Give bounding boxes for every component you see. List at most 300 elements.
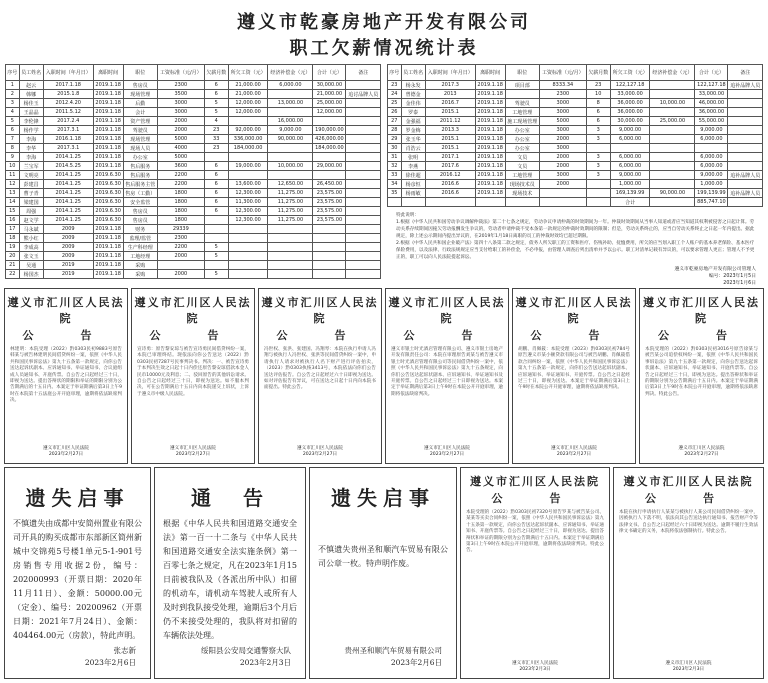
- table-cell: 工地管理: [505, 171, 539, 180]
- table-cell: 2015.1: [425, 135, 475, 144]
- table-cell: 2019.1.18: [475, 90, 505, 99]
- table-cell: [268, 252, 313, 261]
- table-row: [6, 99, 381, 108]
- notes-signature: [560, 266, 756, 287]
- table-cell: 2019.1.18: [475, 126, 505, 135]
- table-cell: 吴通: [19, 261, 43, 270]
- table-cell: 3: [586, 126, 610, 135]
- traffic-notice-title: 通 告: [191, 486, 269, 510]
- table-cell: 2019.6.30: [93, 189, 123, 198]
- table-row: [388, 117, 763, 126]
- table-cell: 23: [204, 126, 228, 135]
- notice-body: 本院受理的（2022）黔0303民初3016号原告徐某与被告某公司追偿权纠纷一案，依照《中华人民共和国民事诉讼法》第九十五条第一款规定，向你公告送达起诉状副本、应诉通知书、举证通知书、开庭传票等。自公告之日起经过三十日，即视为送达。提出答辩状和举证的期限分别为公告期满后十五日内。本案定于举证期满后第3日上午9时在本院公开开庭审理，逾期将依法缺席判决。特此公告。: [645, 347, 758, 397]
- table-cell: 2019.1.18: [93, 225, 123, 234]
- table-cell: 21,000.00: [313, 90, 346, 99]
- table-cell: 2200: [158, 243, 205, 252]
- column-header: 员工姓名: [401, 65, 425, 81]
- table-cell: 23: [388, 81, 402, 90]
- table-cell: 2019.1.18: [93, 162, 123, 171]
- table-cell: 生产科经理: [123, 243, 157, 252]
- table-cell: 曹子青: [19, 189, 43, 198]
- table-cell: 21,000.00: [228, 90, 268, 99]
- table-cell: 11,275.00: [268, 198, 313, 207]
- notes-line: 2.根据《中华人民共和国企业破产法》第四十八条第二款之规定，债务人所欠职工的工资和医疗、伤残补助、抚恤费用，所欠的应当划入职工个人账户的基本养老保险、基本医疗保险费用，以及法律、行政法规规定应当支付给职工的补偿金，不必申报，由管理人调查后列出清单并予以公示。职工对清单记载有异议的，可以要求管理人更正；管理人不予更正的，职工可以向人民法院提起诉讼。: [396, 241, 755, 260]
- table-cell: [228, 243, 268, 252]
- table-cell: 2019.1.18: [93, 144, 123, 153]
- table-cell: 2019.1.18: [475, 189, 505, 198]
- table-cell: 36,000.00: [695, 108, 728, 117]
- notice-label: 公 告: [491, 492, 579, 505]
- table-cell: [650, 90, 695, 99]
- table-row: [388, 171, 763, 180]
- table-cell: [695, 144, 728, 153]
- table-cell: [728, 180, 763, 189]
- table-cell: 25,000.00: [313, 99, 346, 108]
- table-cell: 23,575.00: [313, 198, 346, 207]
- table-cell: [650, 108, 695, 117]
- table-cell: 现场管理: [123, 90, 157, 99]
- column-header: 所欠工资（元）: [228, 65, 268, 81]
- table-cell: [728, 90, 763, 99]
- notice-sign: 遵义市汇川区人民法院: [665, 661, 712, 666]
- table-cell: 2019.1.18: [93, 99, 123, 108]
- table-cell: 22: [6, 270, 20, 279]
- table-cell: 3: [586, 171, 610, 180]
- table-cell: 2019.1.18: [475, 108, 505, 117]
- table-cell: [586, 180, 610, 189]
- notice-label: 公 告: [403, 329, 491, 342]
- table-cell: [650, 162, 695, 171]
- table-cell: 文明亮: [19, 171, 43, 180]
- table-cell: 2019.1.18: [475, 99, 505, 108]
- table-cell: 28: [388, 126, 402, 135]
- table-cell: 6: [204, 162, 228, 171]
- table-cell: 46,000.00: [695, 99, 728, 108]
- table-cell: 监理/监管: [123, 234, 157, 243]
- column-header: 经济补偿金（元）: [268, 65, 313, 81]
- table-cell: 6: [204, 171, 228, 180]
- table-cell: 现场技术员: [505, 180, 539, 189]
- lost-notice-title: 遗失启事: [25, 486, 130, 510]
- notice-sign: 遵义市汇川区人民法院: [424, 446, 470, 451]
- table-cell: [228, 117, 268, 126]
- table-cell: [313, 117, 346, 126]
- table-cell: 2011.5.12: [43, 108, 93, 117]
- court-name: 遵义市汇川区人民法院: [515, 296, 633, 325]
- table-cell: 23: [586, 81, 610, 90]
- notice-sign: 遵义市汇川区人民法院: [170, 446, 216, 451]
- notice-date: 2023年2月27日: [556, 452, 592, 457]
- table-cell: 2019.1.18: [475, 135, 505, 144]
- table-cell: 5: [6, 117, 20, 126]
- table-cell: 5000: [540, 117, 587, 126]
- traffic-notice: [154, 467, 306, 679]
- table-cell: 2009: [43, 243, 93, 252]
- table-cell: 2000: [540, 135, 587, 144]
- table-cell: 18: [6, 234, 20, 243]
- table-cell: 售后服务: [123, 162, 157, 171]
- column-header: 备注: [728, 65, 763, 81]
- table-cell: 33: [204, 135, 228, 144]
- table-cell: 20: [6, 252, 20, 261]
- table-cell: [728, 198, 763, 207]
- table-cell: 13,600.00: [228, 180, 268, 189]
- table-cell: 售房（工勤）: [123, 189, 157, 198]
- table-cell: 2019: [43, 261, 93, 270]
- lost-seal-org: 贵州圣和顺汽车贸易有限公司: [344, 646, 442, 655]
- table-cell: 31: [388, 153, 402, 162]
- table-cell: 30,000.00: [610, 117, 650, 126]
- notice-label: 公 告: [645, 492, 732, 505]
- lost-seal-text: 不慎遗失贵州圣和顺汽车贸易有限公司公章一枚。特声明作废。: [318, 545, 448, 568]
- notice-sign: 遵义市汇川区人民法院: [297, 446, 343, 451]
- table-row: [6, 234, 381, 243]
- table-row: [388, 126, 763, 135]
- table-cell: [650, 144, 695, 153]
- column-header: 欠薪月数: [204, 65, 228, 81]
- table-cell: 21,000.00: [228, 81, 268, 90]
- table-row: [6, 162, 381, 171]
- table-cell: 2019.1.18: [93, 243, 123, 252]
- table-cell: 1,000.00: [695, 180, 728, 189]
- table-cell: 6,000.00: [695, 162, 728, 171]
- table-cell: 杨国杰: [19, 270, 43, 279]
- table-cell: 190,000.00: [313, 126, 346, 135]
- table-cell: 7: [6, 135, 20, 144]
- table-cell: 肖浩云: [401, 144, 425, 153]
- table-cell: 33,000.00: [610, 90, 650, 99]
- column-header: 经济补偿金（元）: [650, 65, 695, 81]
- table-cell: [346, 81, 381, 90]
- notes-sign-line: 2023年1月6日: [723, 281, 756, 286]
- table-cell: 6: [6, 126, 20, 135]
- traffic-notice-date: 2023年2月3日: [239, 658, 291, 667]
- table-cell: [268, 261, 313, 270]
- notice-date: 2023年2月3日: [672, 667, 705, 672]
- notice-label: 公 告: [276, 329, 364, 342]
- table-cell: [228, 261, 268, 270]
- table-cell: 采购: [123, 261, 157, 270]
- table-cell: [346, 171, 381, 180]
- table-cell: [228, 171, 268, 180]
- table-cell: 6,000.00: [610, 135, 650, 144]
- table-cell: 26,450.00: [313, 180, 346, 189]
- lost-seal-title: 遗失启事: [331, 486, 435, 510]
- court-notice: [512, 288, 636, 464]
- table-cell: 2019.1.18: [475, 81, 505, 90]
- table-cell: [728, 135, 763, 144]
- table-cell: 现场技术: [505, 189, 539, 198]
- table-cell: 6,000.00: [695, 135, 728, 144]
- table-cell: [650, 180, 695, 189]
- table-cell: 2016.12: [425, 171, 475, 180]
- table-cell: 122,127.18: [695, 81, 728, 90]
- notice-body: 遵义市银土时光酒店管理有限公司、遵义市银土房地产开发有限责任公司：本院在审理原告刘某与被告遵义市银土时光酒店管理有限公司等民间借贷纠纷一案中，依照《中华人民共和国民事诉讼法》第九十五条规定，向你们公告送达起诉状副本、应诉通知书、举证通知书及开庭传票。自公告之日起经过三十日即视为送达。本案定于举证期满后第3日上午9时在本院公开开庭审理，逾期将依法缺席判决。: [391, 347, 503, 397]
- table-cell: [204, 234, 228, 243]
- table-cell: 2019.1.18: [93, 126, 123, 135]
- table-cell: [313, 171, 346, 180]
- column-header: 序号: [6, 65, 20, 81]
- table-cell: 2019.1.18: [475, 153, 505, 162]
- table-cell: 12: [6, 180, 20, 189]
- table-cell: 驾驶员: [123, 126, 157, 135]
- table-cell: 10,000.00: [268, 162, 313, 171]
- table-cell: [313, 243, 346, 252]
- notice-date: 2023年2月27日: [429, 452, 465, 457]
- table-cell: 2012.4.20: [43, 99, 93, 108]
- table-cell: 2014.1.25: [43, 153, 93, 162]
- table-cell: 2016.1.18: [43, 135, 93, 144]
- table-cell: [425, 198, 475, 207]
- table-cell: 3600: [158, 162, 205, 171]
- notice-label: 公 告: [658, 329, 745, 342]
- table-cell: [228, 234, 268, 243]
- table-cell: [346, 117, 381, 126]
- table-cell: [586, 198, 610, 207]
- table-cell: 11,275.00: [268, 216, 313, 225]
- table-cell: [650, 171, 695, 180]
- table-cell: 办公室: [505, 144, 539, 153]
- table-cell: 2017.1.18: [43, 81, 93, 90]
- table-cell: 3000: [158, 99, 205, 108]
- column-header: 工资标准（元/月）: [158, 65, 205, 81]
- table-cell: 赵文学: [19, 216, 43, 225]
- notes: [396, 212, 756, 261]
- table-cell: 2015.1: [425, 108, 475, 117]
- table-cell: 2019: [43, 270, 93, 279]
- table-cell: [346, 144, 381, 153]
- table-cell: 36,000.00: [610, 99, 650, 108]
- notice-body: 胡鹏、肖佩筱：本院受理（2023）黔0303民初784号原告遵义市某小额贷款有限公司与被告胡鹏、肖佩筱借款合同纠纷一案，依照《中华人民共和国民事诉讼法》第九十五条第一款规定，向你们公告送达起诉状副本、应诉通知书、举证通知书、开庭传票。自公告之日起经过三十日，即视为送达。本案定于举证期满后第3日上午9时在本院公开开庭审理，逾期将依法缺席判决。: [518, 347, 630, 391]
- table-cell: 184,000.00: [313, 144, 346, 153]
- notice-label: 公 告: [149, 329, 237, 342]
- table-cell: [313, 270, 346, 279]
- table-cell: 2015.1: [425, 144, 475, 153]
- table-cell: 6,000.00: [695, 153, 728, 162]
- table-cell: [728, 153, 763, 162]
- table-cell: [313, 261, 346, 270]
- table-title: 职工欠薪情况统计表: [289, 38, 479, 59]
- table-cell: 会计: [123, 108, 157, 117]
- court-name: 遵义市汇川区人民法院: [7, 296, 125, 325]
- table-cell: 4: [6, 108, 20, 117]
- table-cell: 169,139.99: [610, 189, 650, 198]
- table-cell: 3500: [158, 90, 205, 99]
- table-row: [6, 144, 381, 153]
- table-cell: 3: [586, 162, 610, 171]
- table-cell: 追讨品牌人员: [346, 90, 381, 99]
- table-cell: 24: [388, 90, 402, 99]
- table-cell: 8: [6, 144, 20, 153]
- table-cell: [346, 216, 381, 225]
- wage-table-right: [387, 64, 763, 207]
- table-cell: [313, 252, 346, 261]
- table-cell: 财务: [123, 225, 157, 234]
- table-cell: 5: [204, 99, 228, 108]
- table-cell: [610, 144, 650, 153]
- table-cell: 熊小红: [19, 234, 43, 243]
- table-cell: 6: [204, 180, 228, 189]
- table-row: [6, 225, 381, 234]
- wage-table-left: [5, 64, 381, 279]
- table-cell: 11,275.00: [268, 207, 313, 216]
- notice-date: 2023年2月27日: [175, 452, 211, 457]
- lost-notice-name: 张志新: [113, 646, 136, 655]
- table-cell: 4000: [158, 144, 205, 153]
- notice-date: 2023年2月27日: [302, 452, 338, 457]
- column-header: 合计（元）: [695, 65, 728, 81]
- table-cell: 3000: [540, 108, 587, 117]
- table-cell: 2016.7: [425, 99, 475, 108]
- table-cell: [346, 207, 381, 216]
- table-cell: 2017.1: [425, 153, 475, 162]
- table-cell: 90,000.00: [650, 189, 695, 198]
- column-header: 备注: [346, 65, 381, 81]
- table-cell: [346, 99, 381, 108]
- table-row: [6, 108, 381, 117]
- table-cell: [313, 234, 346, 243]
- table-cell: 17: [6, 225, 20, 234]
- table-cell: 兰宝军: [19, 162, 43, 171]
- table-cell: 2000: [158, 126, 205, 135]
- table-cell: 8: [586, 99, 610, 108]
- table-cell: [346, 180, 381, 189]
- table-row: [6, 171, 381, 180]
- court-notice: [4, 288, 128, 464]
- table-cell: [586, 144, 610, 153]
- table-cell: 2019.6.30: [93, 198, 123, 207]
- table-cell: 2300: [540, 90, 587, 99]
- notice-date: 2023年2月27日: [48, 452, 84, 457]
- court-notice: [131, 288, 255, 464]
- table-cell: 2017.3.1: [43, 126, 93, 135]
- table-cell: [346, 252, 381, 261]
- table-cell: 售房员: [123, 81, 157, 90]
- table-cell: 3000: [540, 171, 587, 180]
- table-row: [388, 90, 763, 99]
- table-cell: [401, 198, 425, 207]
- table-cell: [346, 225, 381, 234]
- notes-sign-line: 遵义市乾豪房地产开发有限公司管理人: [674, 267, 756, 272]
- table-cell: 35: [388, 189, 402, 198]
- table-cell: 5: [204, 252, 228, 261]
- column-header: 离职时间: [475, 65, 505, 81]
- table-cell: [268, 153, 313, 162]
- table-cell: [228, 153, 268, 162]
- table-cell: [728, 99, 763, 108]
- table-cell: 10,000.00: [650, 99, 695, 108]
- table-cell: 李海: [19, 135, 43, 144]
- table-cell: 2000: [158, 270, 205, 279]
- table-row: [6, 270, 381, 279]
- notice-body: 林建明：本院受理（2022）黔0303民初9883号原告韩某与被告林建明民间借贷纠纷一案，依照《中华人民共和国民事诉讼法》第九十五条第一款规定，向你公告送达起诉状副本、应诉通知书、举证通知书、合议庭组成人员通知书、开庭传票。自公告之日起经过三十日，即视为送达。提出答辩状的期限和举证的期限分别为公告期满后的十五日内。本案定于举证期满后第3日上午9时在本院第十五法庭公开开庭审理，逾期将依法缺席判决。: [10, 347, 122, 404]
- table-cell: 6,000.00: [610, 162, 650, 171]
- table-cell: 资产管理: [123, 117, 157, 126]
- court-name: 遵义市汇川区人民法院: [261, 296, 379, 325]
- table-cell: 合计: [610, 198, 650, 207]
- table-cell: 25: [388, 99, 402, 108]
- table-cell: 2000: [158, 117, 205, 126]
- table-cell: 6: [204, 81, 228, 90]
- table-cell: [268, 108, 313, 117]
- table-row: [6, 90, 381, 99]
- notice-body: 本院受理的（2022）黔0303民初7320号原告罗某与被告某公司、某某等买卖合同纠纷一案，依照《中华人民共和国民事诉讼法》第九十五条第一款规定，向你公告送达起诉状副本、应诉通知书、举证通知书、开庭传票等。自公告之日起经过三十日，即视为送达。提出答辩状和举证的期限分别为公告期满后十五日内。本案定于举证期满后第3日上午9时在本院公开开庭审理，逾期将依法缺席判决。特此公告。: [466, 510, 604, 554]
- table-cell: [346, 162, 381, 171]
- table-cell: 张玉华: [401, 135, 425, 144]
- table-cell: 韩娜: [19, 90, 43, 99]
- table-cell: 售后服务主管: [123, 180, 157, 189]
- table-cell: 2019.1.18: [475, 117, 505, 126]
- table-cell: [313, 153, 346, 162]
- table-cell: 34: [388, 180, 402, 189]
- table-cell: [728, 117, 763, 126]
- table-header-row: [388, 65, 763, 81]
- table-cell: 施工现场管理: [505, 117, 539, 126]
- table-cell: 1800: [158, 216, 205, 225]
- table-cell: 12,000.00: [228, 99, 268, 108]
- table-cell: 赵云: [19, 81, 43, 90]
- table-cell: 14: [6, 198, 20, 207]
- table-cell: 2019.6.30: [93, 207, 123, 216]
- table-cell: 2200: [158, 180, 205, 189]
- table-cell: 徐佳超: [401, 171, 425, 180]
- table-cell: 3: [586, 135, 610, 144]
- table-cell: 23: [204, 144, 228, 153]
- table-cell: 2000: [158, 252, 205, 261]
- notice-date: 2023年2月27日: [684, 452, 719, 457]
- table-cell: 李海: [19, 153, 43, 162]
- table-cell: 李燕: [401, 162, 425, 171]
- table-cell: 21: [6, 261, 20, 270]
- table-cell: 6: [204, 189, 228, 198]
- column-header: 离职时间: [93, 65, 123, 81]
- court-name: 遵义市汇川区人民法院: [134, 296, 252, 325]
- table-row: [388, 135, 763, 144]
- table-cell: [346, 135, 381, 144]
- table-cell: 杨雨敏: [401, 189, 425, 198]
- table-cell: 2017.6: [425, 162, 475, 171]
- table-cell: 11,275.00: [268, 189, 313, 198]
- table-cell: 29339: [158, 225, 205, 234]
- notice-sign: 遵义市汇川区人民法院: [512, 661, 558, 666]
- table-cell: 2014.1.25: [43, 180, 93, 189]
- table-cell: 追补品牌人员: [728, 189, 763, 198]
- table-row: [388, 99, 763, 108]
- column-header: 合计（元）: [313, 65, 346, 81]
- table-cell: 2014.1.25: [43, 189, 93, 198]
- column-header: 序号: [388, 65, 402, 81]
- table-cell: 19,000.00: [228, 162, 268, 171]
- table-cell: 9,000.00: [610, 126, 650, 135]
- table-cell: 90,000.00: [268, 135, 313, 144]
- court-name: 遵义市汇川区人民法院: [388, 296, 506, 325]
- table-cell: 6: [204, 90, 228, 99]
- table-cell: 10: [586, 90, 610, 99]
- table-cell: 李伦锋: [19, 117, 43, 126]
- table-cell: 1800: [158, 198, 205, 207]
- table-cell: 金强福: [401, 117, 425, 126]
- table-row: [388, 180, 763, 189]
- table-cell: 9,000.00: [268, 126, 313, 135]
- table-cell: 杨永发: [401, 81, 425, 90]
- table-cell: 2011.12: [425, 117, 475, 126]
- table-cell: 驾驶员: [505, 99, 539, 108]
- table-cell: 6: [204, 198, 228, 207]
- table-cell: [204, 261, 228, 270]
- table-cell: 12,300.00: [228, 189, 268, 198]
- table-cell: 2019.6.30: [93, 171, 123, 180]
- table-cell: 1: [6, 81, 20, 90]
